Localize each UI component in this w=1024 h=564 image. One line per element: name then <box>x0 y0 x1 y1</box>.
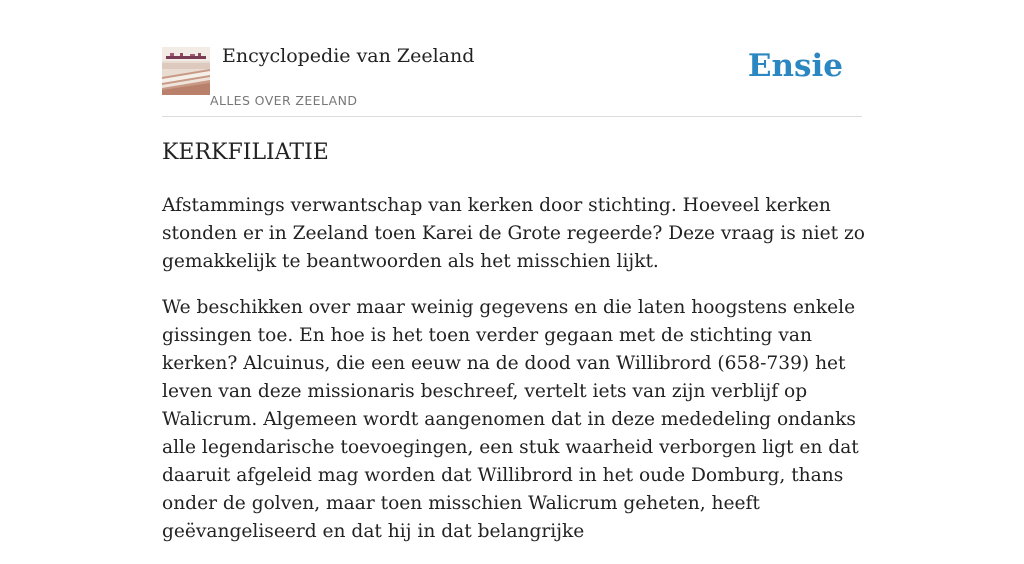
article-paragraph: Afstammings verwantschap van kerken door stichting. Hoeveel kerken stonden er in Zeeland toen Karei de Grote regeerde? Deze vraag is niet zo gemakkelijk te beantwoorden als het misschien lijkt. <box>162 195 865 272</box>
site-title[interactable]: Encyclopedie van Zeeland <box>222 45 475 67</box>
site-header <box>162 0 862 117</box>
ensie-logo-link[interactable]: Ensie <box>747 48 843 84</box>
site-subtitle: ALLES OVER ZEELAND <box>210 93 358 108</box>
article-body <box>162 192 868 564</box>
content-container <box>162 0 865 542</box>
book-avatar-icon[interactable] <box>162 47 210 95</box>
article-paragraph: We beschikken over maar weinig gegevens en die laten hoogstens enkele gissingen toe. En hoe is het toen verder gegaan met de stichting van kerken? Alcuinus, die een eeuw na de dood van Willibrord (658-739) het leven van deze missionaris beschreef, vertelt iets van zijn verblijf op Walicrum. Algemeen wordt aangenomen dat in deze mededeling ondanks alle legendarische toevoegingen, een stuk waarheid verborgen ligt en dat daaruit afgeleid mag worden dat Willibrord in het oude Domburg, thans onder de golven, maar toen misschien Walicrum geheten, heeft geëvangeliseerd en dat hij in dat belangrijke <box>162 297 859 542</box>
article-title: KERKFILIATIE <box>162 140 329 165</box>
